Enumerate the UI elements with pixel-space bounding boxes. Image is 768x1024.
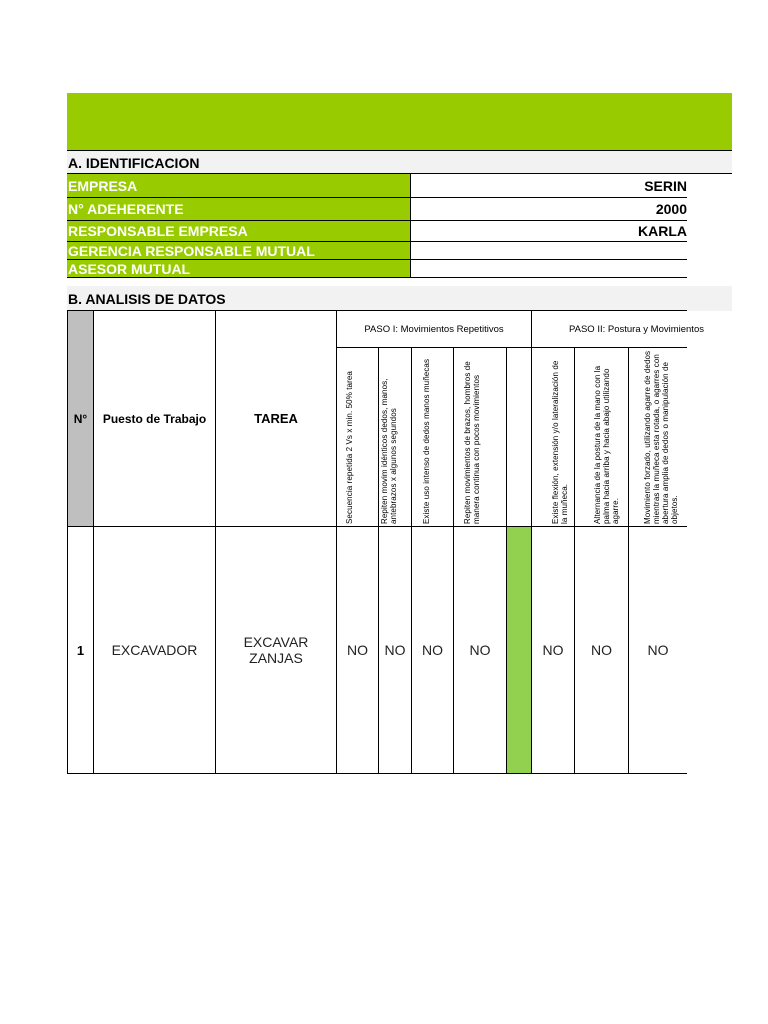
row-value-text: NO: [384, 642, 406, 658]
id-value: KARLA: [638, 223, 687, 239]
header-banner: [67, 93, 732, 150]
id-row-asesor: [67, 260, 687, 278]
row-value-2: [378, 526, 412, 774]
id-row-empresa: [67, 174, 687, 198]
criteria-cell-3: [411, 347, 454, 527]
row-value-text: NO: [469, 642, 491, 658]
row-value-text: NO: [347, 642, 368, 658]
row-value-3: [411, 526, 454, 774]
id-row-adherente: [67, 198, 687, 221]
id-label: N° ADEHERENTE: [67, 198, 411, 220]
header-tarea: [215, 310, 337, 527]
row-value-4: [453, 526, 507, 774]
row-puesto: [93, 526, 216, 774]
header-puesto: [93, 310, 216, 527]
row-value-text: NO: [542, 642, 564, 658]
header-puesto-label: Puesto de Trabajo: [102, 411, 207, 426]
header-paso2-label: PASO II: Postura y Movimientos: [569, 323, 704, 335]
section-b-title: B. ANALISIS DE DATOS: [67, 286, 732, 311]
criteria-text-1: Secuencia repetida 2 Vs x min. 50% tarea: [345, 371, 354, 524]
id-label: GERENCIA RESPONSABLE MUTUAL: [67, 242, 411, 259]
row-value-6: [531, 526, 575, 774]
criteria-text-2: Repiten movim idénticos dedos, manos, antebrazos x algunos segundos: [380, 378, 398, 524]
row-tarea: [215, 526, 337, 774]
row-num: [67, 526, 94, 774]
header-paso1-label: PASO I: Movimientos Repetitivos: [364, 323, 504, 335]
criteria-text-7: Alternancia de la postura de la mano con la palma hacia arriba y hacia abajo utilizando agarre.: [593, 365, 620, 524]
row-value-8: [628, 526, 687, 774]
row-value-1: [336, 526, 379, 774]
header-paso1: [336, 310, 532, 348]
id-value: [411, 260, 687, 277]
id-row-responsable: [67, 221, 687, 242]
id-value: 2000: [655, 201, 687, 217]
header-num-label: N°: [73, 411, 88, 426]
criteria-cell-7: [574, 347, 629, 527]
criteria-cell-2: [378, 347, 412, 527]
row-value-7: [574, 526, 629, 774]
row-value-text: NO: [422, 642, 443, 658]
row-value-5-highlight: [506, 526, 532, 774]
id-label: EMPRESA: [67, 174, 411, 197]
criteria-cell-8: [628, 347, 687, 527]
id-label: ASESOR MUTUAL: [67, 260, 411, 277]
row-puesto-value: EXCAVADOR: [111, 642, 198, 658]
criteria-text-8: Movimiento forzado, utilizando agarre de dedos mientras la muñeca esta rotada, o agarres con abertura amplia de dedos o manipulación de objetos.: [643, 350, 679, 524]
id-value: [411, 242, 687, 259]
criteria-text-6: Existe flexión, extensión y/o lateralización de la muñeca.: [551, 360, 569, 524]
id-value: SERIN: [644, 177, 687, 194]
section-a-title: A. IDENTIFICACION: [67, 150, 732, 174]
header-num: [67, 310, 94, 527]
id-row-gerencia: [67, 242, 687, 260]
criteria-cell-4: [453, 347, 507, 527]
criteria-cell-6: [531, 347, 575, 527]
row-value-text: NO: [647, 642, 669, 658]
criteria-cell-5: [506, 347, 532, 527]
row-value-text: NO: [591, 642, 612, 658]
id-label: RESPONSABLE EMPRESA: [67, 221, 411, 241]
header-tarea-label: TAREA: [254, 411, 298, 426]
criteria-text-3: Existe uso intenso de dedos manos muñecas: [422, 358, 431, 524]
row-tarea-value: EXCAVAR ZANJAS: [243, 634, 309, 666]
header-paso2: [531, 310, 704, 348]
criteria-cell-1: [336, 347, 379, 527]
criteria-text-4: Repiten movimientos de brazos, hombros de manera continua con pocos movimientos: [463, 361, 481, 524]
row-num-value: 1: [76, 642, 85, 658]
